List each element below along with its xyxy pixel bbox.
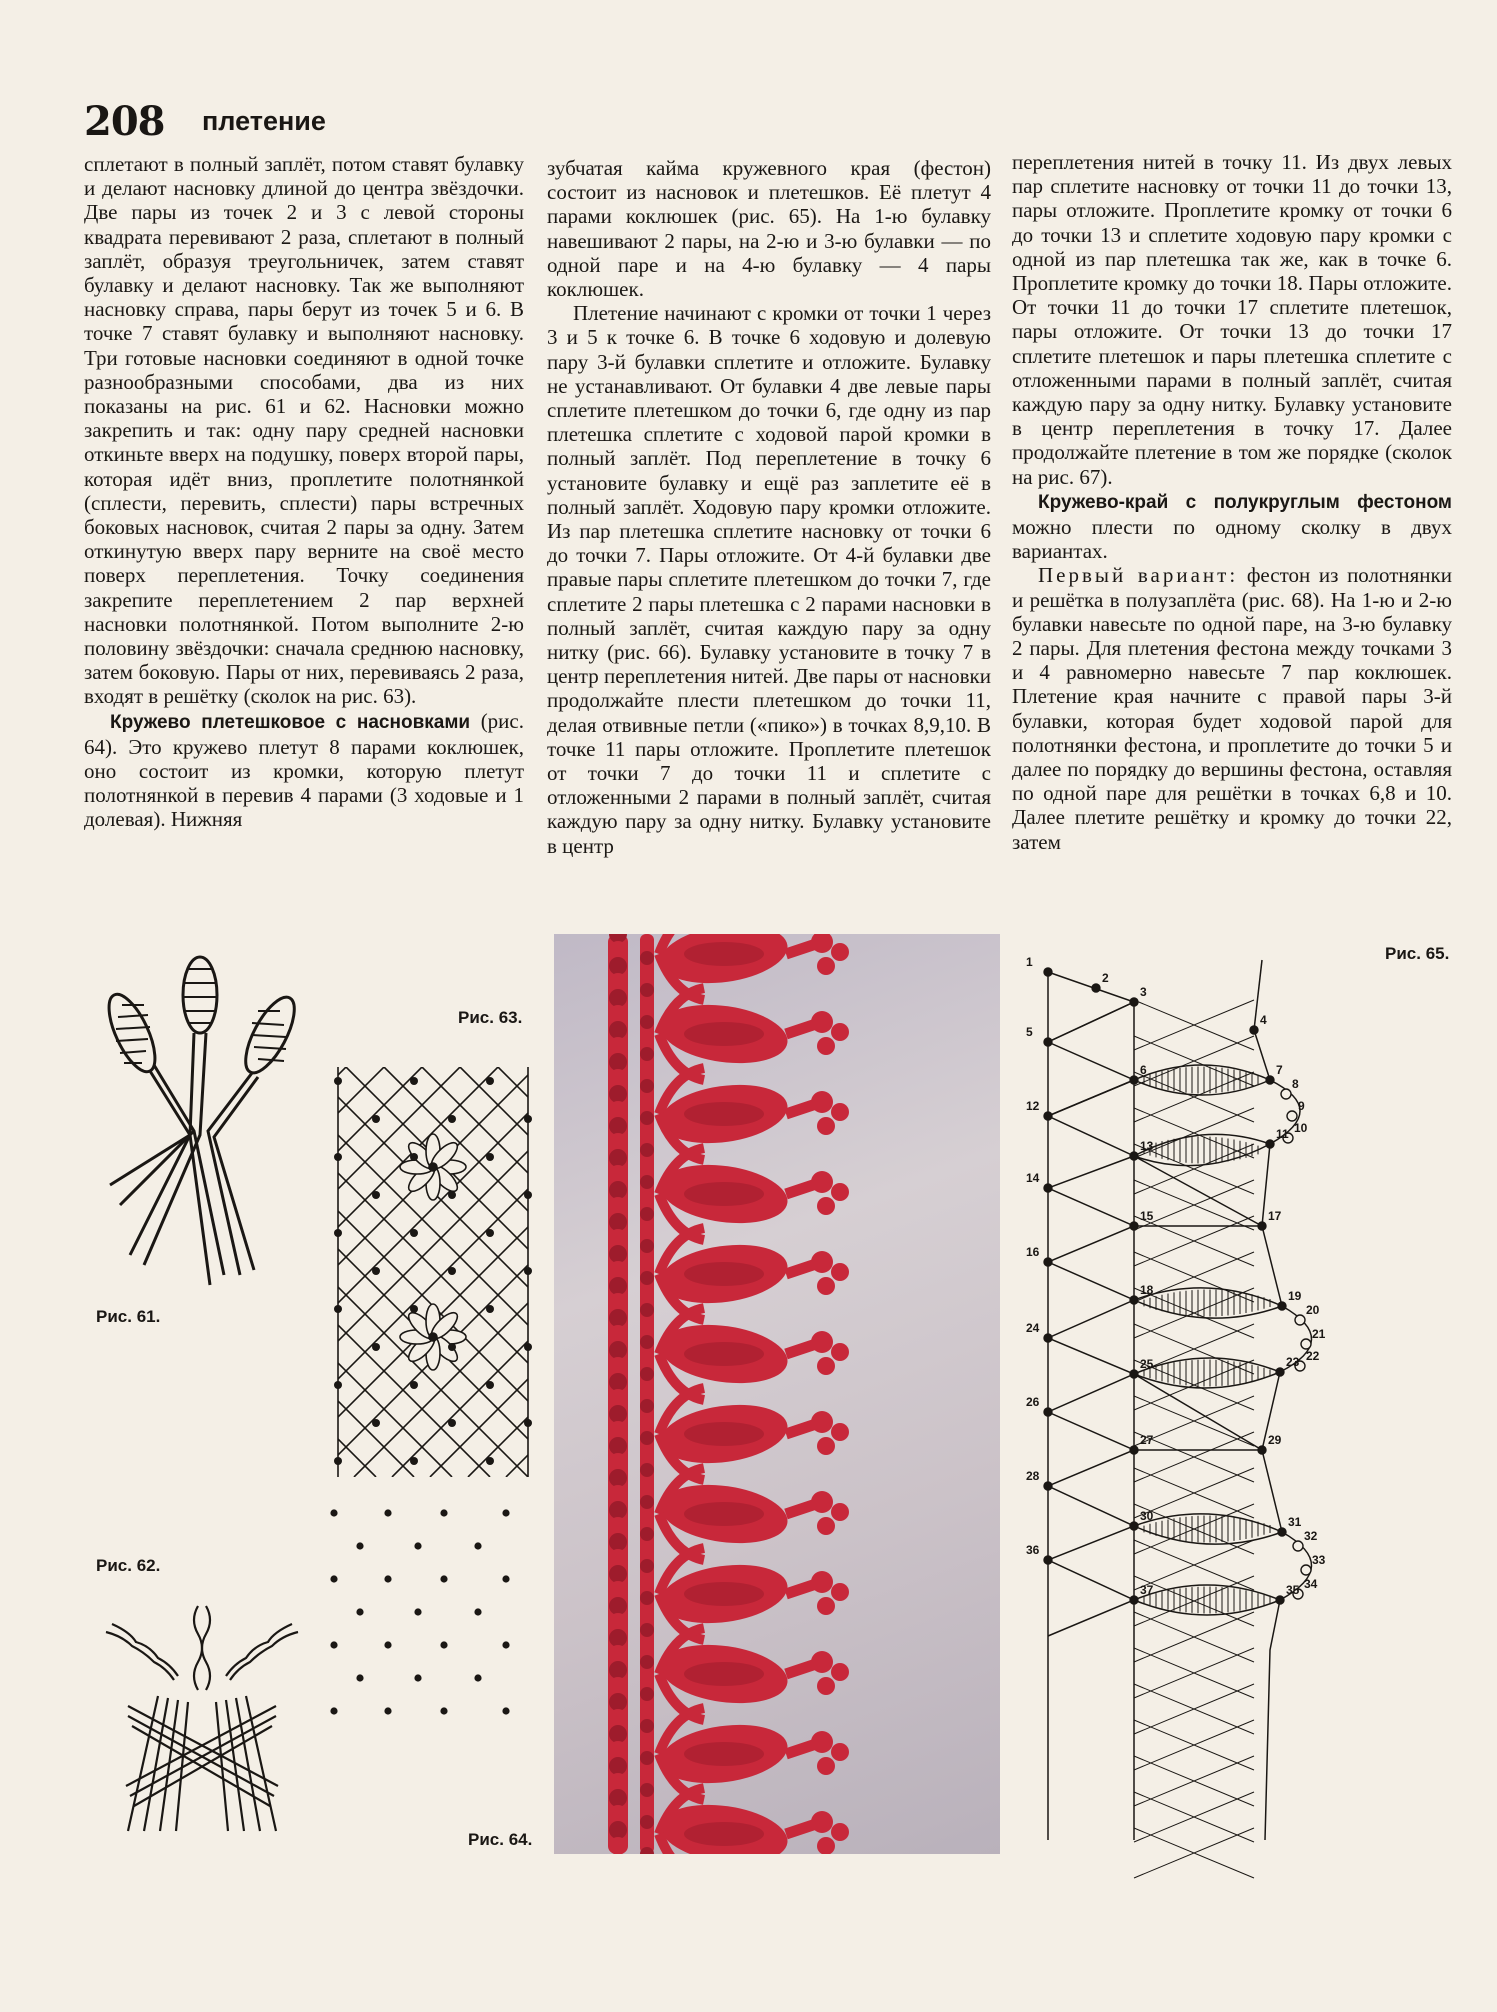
figure-64-caption: Рис. 64. bbox=[468, 1830, 533, 1849]
svg-text:36: 36 bbox=[1026, 1543, 1040, 1557]
svg-text:22: 22 bbox=[1306, 1349, 1320, 1363]
red-lace-image bbox=[554, 934, 1000, 1854]
paragraph: переплетения нитей в точку 11. Из двух левых пар сплетите насновку от точки 11 до точки 13, пары отложите. Проплетите кромку от точки 6 до точки 13 и сплетите ходовую пару кромки с одной из пар плетешка так же, как в точке 6. Проплетите кромку до точки 18. Пары отложите. От точки 11 до точки 17 сплетите плетешок, пары отложите. От точки 13 до точки 17 сплетите плетешок и пары плетешка сплетите с отложенными парами в полный заплёт, считая каждую пару за одну нитку. Булавку установите в центр переплетения в точку 17. Далее продолжайте плетение в том же порядке (сколок на рис. 67). bbox=[1012, 150, 1452, 489]
variant-lead: Первый вариант: bbox=[1038, 563, 1239, 588]
svg-text:13: 13 bbox=[1140, 1139, 1154, 1153]
paragraph: Первый вариант: фестон из полотнянки и решётка в полузаплёта (рис. 68). На 1-ю и 2-ю булавки навесьте по одной паре, на 3-ю булавку 2 пары. Для плетения фестона между точками 3 и 4 равномерно навесьте 7 пар коклюшек. Плетение края начните с правой пары 3-й булавки, которая будет ходовой парой для полотнянки фестона, и проплетите до точки 5 и далее по порядку до вершины фестона, оставляя по одной паре для решётки в точках 6,8 и 10. Далее плетите решётку и кромку до точки 22, затем bbox=[1012, 563, 1452, 854]
svg-text:6: 6 bbox=[1140, 1063, 1147, 1077]
svg-text:17: 17 bbox=[1268, 1209, 1282, 1223]
svg-text:19: 19 bbox=[1288, 1289, 1302, 1303]
svg-text:9: 9 bbox=[1298, 1099, 1305, 1113]
svg-text:29: 29 bbox=[1268, 1433, 1282, 1447]
svg-text:20: 20 bbox=[1306, 1303, 1320, 1317]
svg-text:27: 27 bbox=[1140, 1433, 1154, 1447]
figure-61-diagram bbox=[90, 955, 320, 1285]
section-title: плетение bbox=[202, 106, 326, 136]
page-number: 208 bbox=[84, 98, 165, 145]
svg-text:3: 3 bbox=[1140, 985, 1147, 999]
svg-text:16: 16 bbox=[1026, 1245, 1040, 1259]
text-column-1 bbox=[84, 152, 524, 832]
figure-65-diagram bbox=[1026, 955, 1460, 1860]
svg-text:35: 35 bbox=[1286, 1583, 1300, 1597]
figure-63-diagram bbox=[328, 1062, 538, 1487]
svg-text:8: 8 bbox=[1292, 1077, 1299, 1091]
subsection-heading: Кружево-край с полукруглым фестоном bbox=[1038, 491, 1452, 513]
svg-text:11: 11 bbox=[1276, 1127, 1289, 1141]
svg-text:33: 33 bbox=[1312, 1553, 1326, 1567]
svg-text:1: 1 bbox=[1026, 955, 1033, 969]
paragraph: Кружево плетешковое с насновками (рис. 64). Это кружево плетут 8 парами коклюшек, оно состоит из кромки, которую плетут полотнянкой в перевив 4 парами (3 ходовые и 1 долевая). Нижняя bbox=[84, 708, 524, 832]
svg-text:31: 31 bbox=[1288, 1515, 1302, 1529]
svg-text:5: 5 bbox=[1026, 1025, 1033, 1039]
svg-text:30: 30 bbox=[1140, 1509, 1154, 1523]
paragraph: Плетение начинают с кромки от точки 1 через 3 и 5 к точке 6. В точке 6 ходовую и долевую пару 3-й булавки сплетите и отложите. Булавку не устанавливают. От булавки 4 две левые пары сплетите плетешком до точки 6, где одну из пар плетешка сплетите с ходовой парой кромки в полный заплёт. Под переплетение в точку 6 установите булавку и ещё раз заплетите её в полный заплёт. Ходовую пару кромки отложите. Из пар плетешка сплетите насновку от точки 6 до точки 7. Пары отложите. От 4-й булавки две правые пары сплетите плетешком до точки 7, где сплетите 2 пары плетешка с 2 парами насновки в полный заплёт, считая каждую пару за одну нитку (рис. 66). Булавку установите в точку 7 в центр переплетения нитей. Две пары от насновки продолжайте плести плетешком до точки 11, делая отвивные петли («пико») в точках 8,9,10. В точке 11 пары отложите. Проплетите плетешок от точки 7 до точки 11 и сплетите с отложенными 2 парами в полный заплёт, считая каждую пару за одну нитку. Булавку установите в центр bbox=[547, 301, 991, 858]
svg-text:34: 34 bbox=[1304, 1577, 1318, 1591]
svg-text:2: 2 bbox=[1102, 971, 1109, 985]
svg-text:23: 23 bbox=[1286, 1355, 1300, 1369]
figure-63-caption: Рис. 63. bbox=[458, 1008, 523, 1027]
svg-text:4: 4 bbox=[1260, 1013, 1267, 1027]
figure-61-caption: Рис. 61. bbox=[96, 1307, 161, 1326]
svg-text:7: 7 bbox=[1276, 1063, 1283, 1077]
lace-photo bbox=[554, 934, 1000, 1854]
figure-62-diagram bbox=[98, 1606, 308, 1831]
text-column-2 bbox=[547, 156, 991, 858]
svg-text:26: 26 bbox=[1026, 1395, 1040, 1409]
figure-64-pricking bbox=[328, 1505, 538, 1735]
subsection-heading: Кружево плетешковое с насновками bbox=[110, 711, 471, 733]
svg-text:12: 12 bbox=[1026, 1099, 1040, 1113]
figure-65-caption: Рис. 65. bbox=[1385, 944, 1450, 963]
svg-text:21: 21 bbox=[1312, 1327, 1326, 1341]
svg-text:10: 10 bbox=[1294, 1121, 1308, 1135]
paragraph: Кружево-край с полукруглым фестоном можно плести по одному сколку в двух вариантах. bbox=[1012, 491, 1452, 564]
svg-text:24: 24 bbox=[1026, 1321, 1040, 1335]
svg-text:18: 18 bbox=[1140, 1283, 1154, 1297]
svg-text:25: 25 bbox=[1140, 1357, 1154, 1371]
svg-text:37: 37 bbox=[1140, 1583, 1154, 1597]
svg-text:32: 32 bbox=[1304, 1529, 1318, 1543]
text-column-3 bbox=[1012, 150, 1452, 854]
svg-text:14: 14 bbox=[1026, 1171, 1040, 1185]
svg-text:28: 28 bbox=[1026, 1469, 1040, 1483]
figure-62-caption: Рис. 62. bbox=[96, 1556, 161, 1575]
paragraph: зубчатая кайма кружевного края (фестон) состоит из насновок и плетешков. Её плетут 4 парами коклюшек (рис. 65). На 1-ю булавку навешивают 2 пары, на 2-ю и 3-ю булавки — по одной паре и на 4-ю булавку — 4 пары коклюшек. bbox=[547, 156, 991, 302]
svg-text:15: 15 bbox=[1140, 1209, 1154, 1223]
paragraph: сплетают в полный заплёт, потом ставят булавку и делают насновку длиной до центра звёздочки. Две пары из точек 2 и 3 с левой стороны квадрата перевивают 2 раза, сплетают в полный заплёт, образуя треугольничек, затем ставят булавку и делают насновку. Так же выполняют насновку справа, пары берут из точек 5 и 6. В точке 7 ставят булавку и выполняют насновку. Три готовые насновки соединяют в одной точке разнообразными способами, два из них показаны на рис. 61 и 62. Насновки можно закрепить и так: одну пару средней насновки откиньте вверх на подушку, поверх второй пары, которая идёт вниз, проплетите полотнянкой (сплести, перевить, сплести) пары встречных боковых насновок, считая 2 пары за одну. Затем откинутую вверх пару верните на своё место поверх переплетения. Точку соединения закрепите переплетением 2 пар верхней насновки полотнянкой. Потом выполните 2-ю половину звёздочки: сначала среднюю насновку, затем боковую. Пары от них, перевиваясь 2 раза, входят в решётку (сколок на рис. 63). bbox=[84, 152, 524, 709]
